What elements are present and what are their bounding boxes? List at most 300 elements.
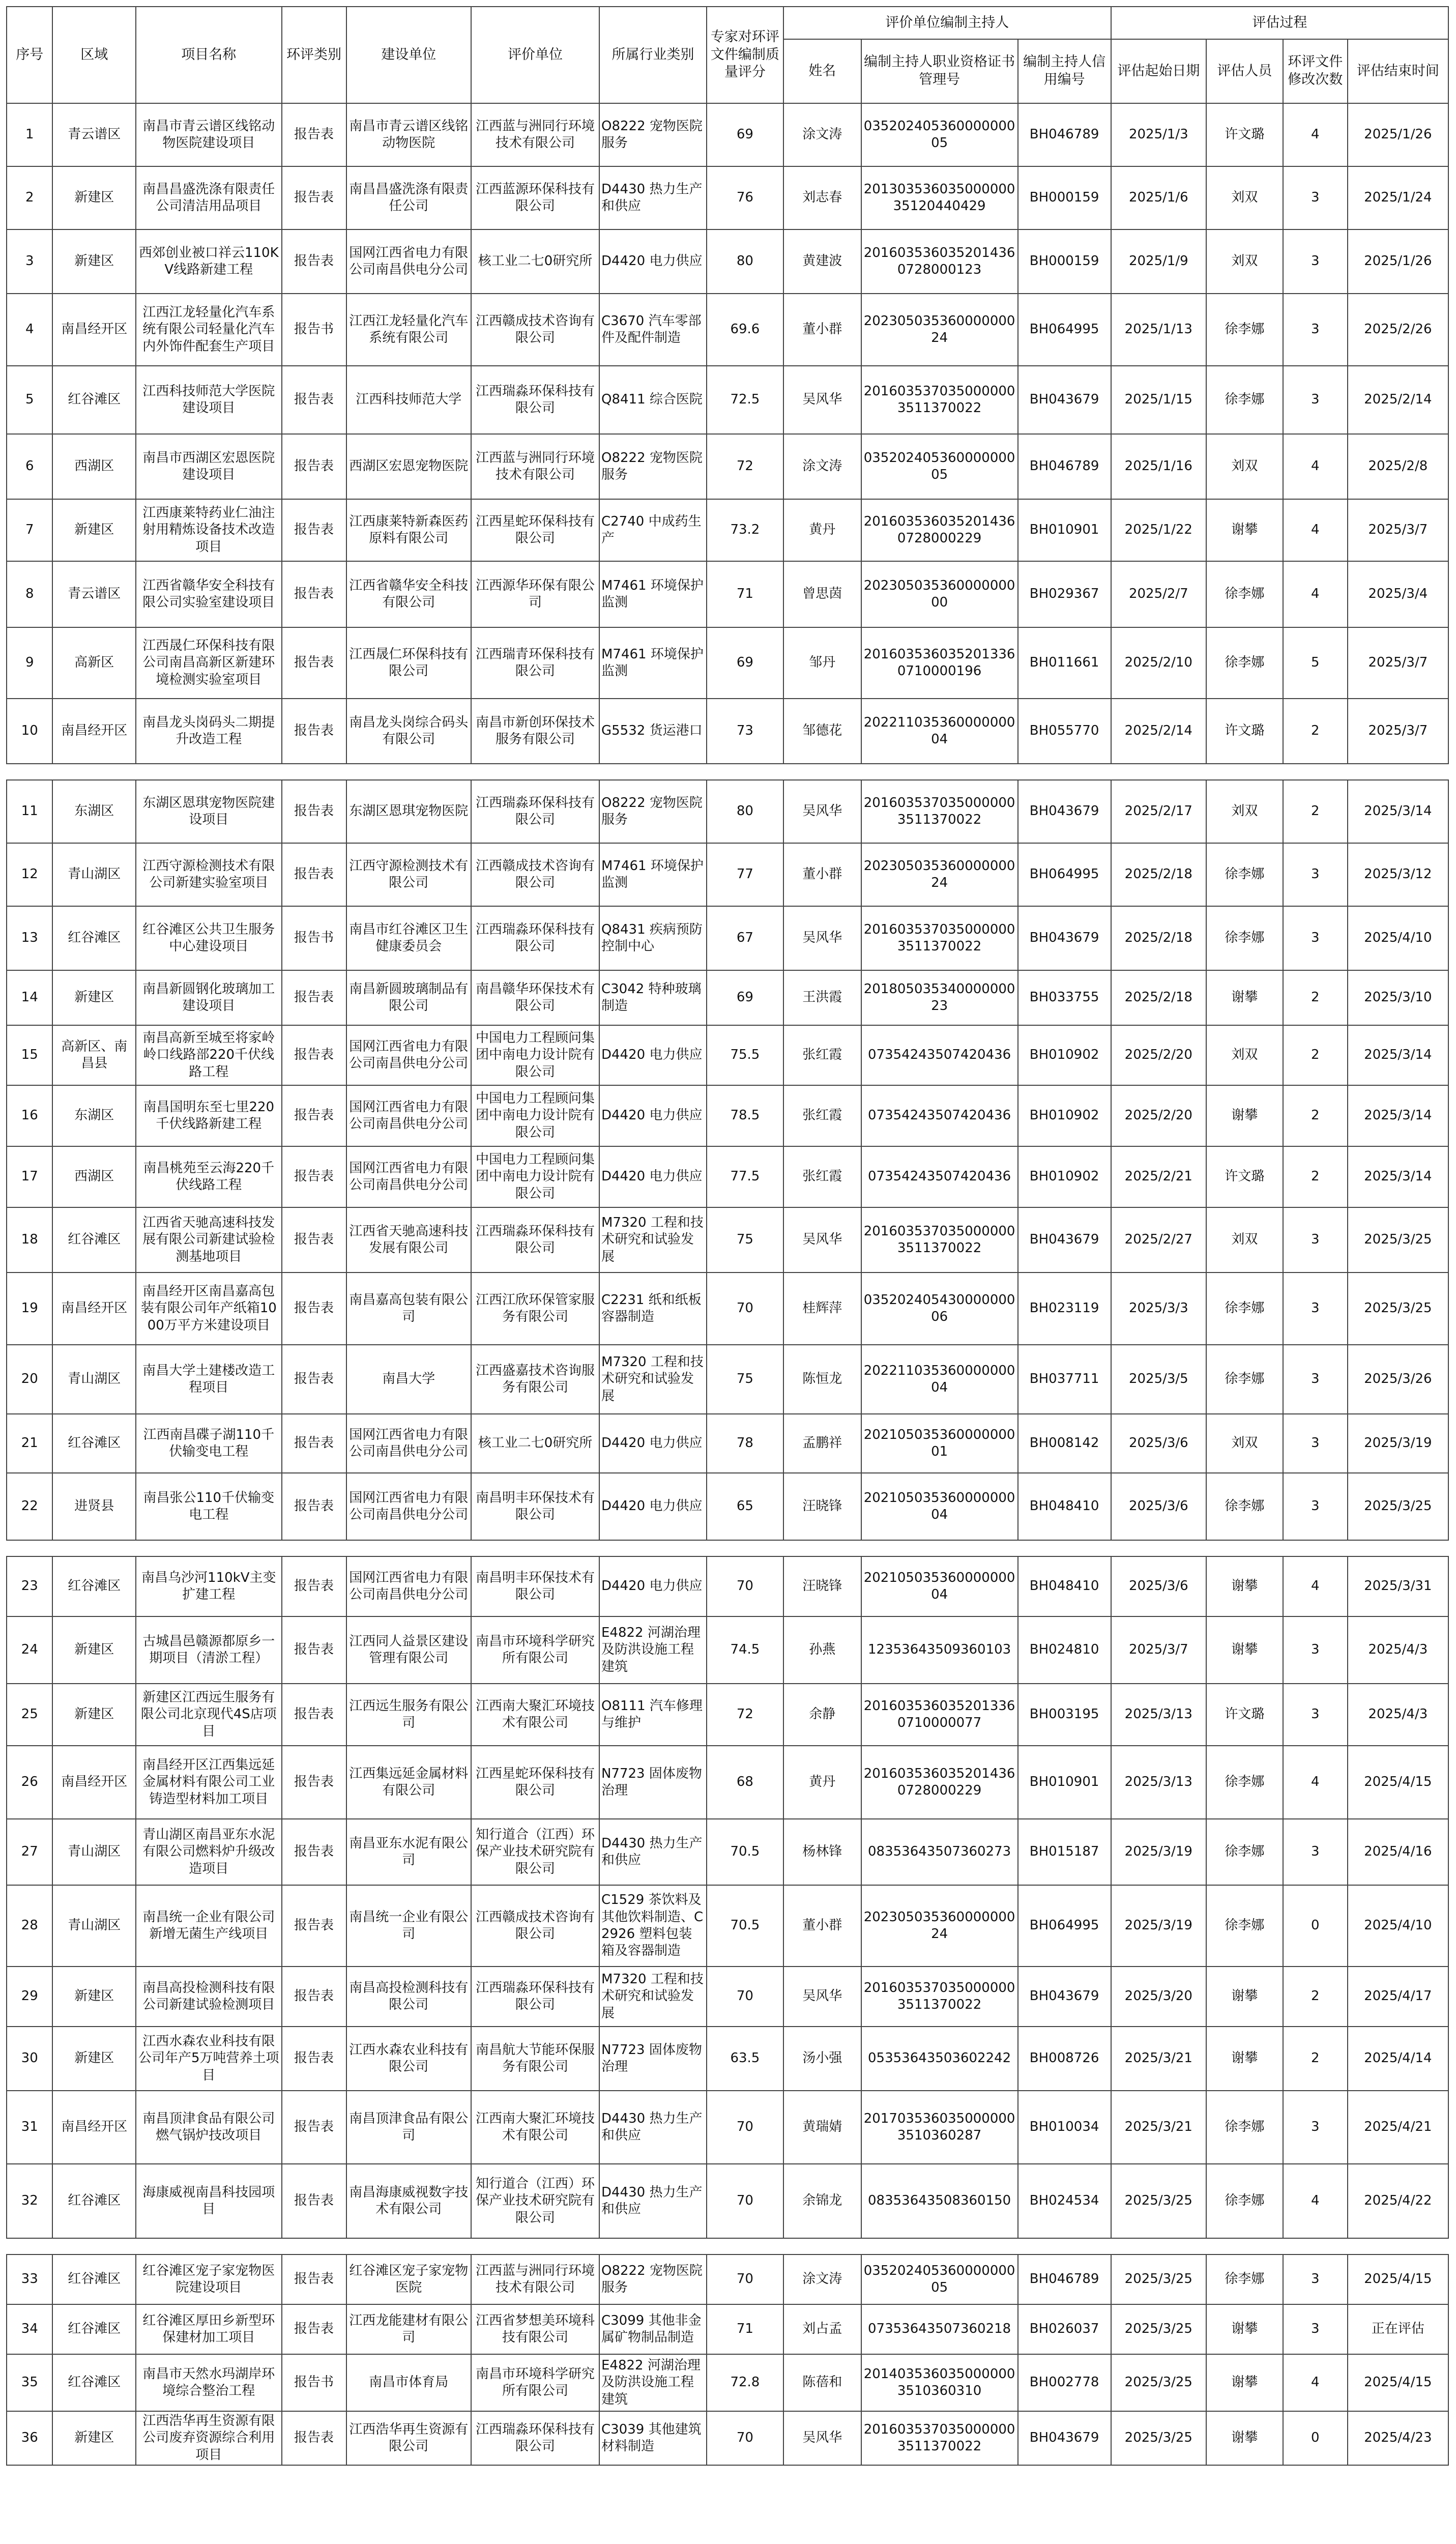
cell-project: 红谷滩区公共卫生服务中心建设项目: [136, 906, 281, 970]
cell-assessor: 徐李娜: [1206, 1273, 1283, 1345]
header-end-date: 评估结束时间: [1348, 39, 1448, 103]
cell-host-name: 张红霞: [783, 1025, 861, 1085]
table-row: [7, 2091, 1448, 2164]
cell-host-name: 刘占孟: [783, 2304, 861, 2354]
cell-region: 进贤县: [52, 1473, 136, 1540]
cell-category: 报告表: [282, 1025, 346, 1085]
cell-start-date: 2025/3/21: [1111, 2027, 1206, 2091]
cell-host-name: 涂文涛: [783, 2254, 861, 2304]
cell-end-date: 2025/4/15: [1348, 2254, 1448, 2304]
cell-project: 南昌市西湖区宏恩医院建设项目: [136, 434, 281, 499]
table-row: [7, 1273, 1448, 1345]
cell-end-date: 2025/4/22: [1348, 2164, 1448, 2238]
cell-host-name: 刘志春: [783, 166, 861, 229]
table-row: [7, 294, 1448, 366]
cell-category: 报告表: [282, 229, 346, 294]
cell-industry: O8222 宠物医院服务: [599, 2254, 707, 2304]
cell-seq: 19: [7, 1273, 52, 1345]
cell-revisions: 4: [1283, 499, 1348, 561]
cell-host-name: 黄丹: [783, 1746, 861, 1819]
cell-industry: D4420 电力供应: [599, 1473, 707, 1540]
cell-assessor: 徐李娜: [1206, 294, 1283, 366]
cell-seq: 23: [7, 1556, 52, 1616]
cell-evaluator: 江西源华环保有限公司: [471, 561, 599, 627]
cell-industry: C3670 汽车零部件及配件制造: [599, 294, 707, 366]
cell-host-cert: 2016035370350000003511370022: [861, 780, 1018, 843]
cell-seq: 26: [7, 1746, 52, 1819]
cell-project: 南昌统一企业有限公司新增无菌生产线项目: [136, 1885, 281, 1967]
cell-host-credit: BH046789: [1018, 103, 1111, 166]
cell-seq: 7: [7, 499, 52, 561]
page-break-cell: [7, 1540, 1448, 1556]
cell-region: 新建区: [52, 1616, 136, 1684]
cell-host-name: 孙燕: [783, 1616, 861, 1684]
cell-host-credit: BH048410: [1018, 1473, 1111, 1540]
cell-assessor: 许文璐: [1206, 1146, 1283, 1207]
cell-category: 报告表: [282, 1967, 346, 2027]
cell-host-credit: BH024534: [1018, 2164, 1111, 2238]
cell-assessor: 刘双: [1206, 1207, 1283, 1273]
cell-category: 报告表: [282, 1414, 346, 1473]
cell-category: 报告表: [282, 366, 346, 434]
cell-end-date: 2025/3/10: [1348, 970, 1448, 1025]
cell-evaluator: 江西瑞淼环保科技有限公司: [471, 2411, 599, 2465]
cell-region: 南昌经开区: [52, 1273, 136, 1345]
cell-builder: 南昌市体育局: [346, 2354, 471, 2411]
cell-seq: 34: [7, 2304, 52, 2354]
cell-start-date: 2025/1/3: [1111, 103, 1206, 166]
table-row: [7, 2027, 1448, 2091]
cell-host-cert: 07353643507360218: [861, 2304, 1018, 2354]
table-row: [7, 699, 1448, 764]
cell-seq: 5: [7, 366, 52, 434]
cell-host-cert: 2016035360352014360728000229: [861, 1746, 1018, 1819]
cell-host-credit: BH000159: [1018, 166, 1111, 229]
cell-revisions: 2: [1283, 780, 1348, 843]
cell-industry: D4430 热力生产和供应: [599, 166, 707, 229]
cell-assessor: 谢攀: [1206, 1085, 1283, 1146]
cell-category: 报告表: [282, 699, 346, 764]
cell-revisions: 3: [1283, 366, 1348, 434]
cell-region: 红谷滩区: [52, 366, 136, 434]
cell-start-date: 2025/3/21: [1111, 2091, 1206, 2164]
cell-builder: 江西同人益景区建设管理有限公司: [346, 1616, 471, 1684]
cell-revisions: 4: [1283, 1746, 1348, 1819]
cell-score: 72: [707, 434, 783, 499]
cell-score: 69: [707, 627, 783, 699]
cell-evaluator: 核工业二七0研究所: [471, 1414, 599, 1473]
cell-category: 报告表: [282, 2027, 346, 2091]
cell-score: 70: [707, 1556, 783, 1616]
cell-start-date: 2025/3/7: [1111, 1616, 1206, 1684]
header-revisions: 环评文件修改次数: [1283, 39, 1348, 103]
cell-end-date: 2025/4/15: [1348, 2354, 1448, 2411]
cell-evaluator: 江西星蛇环保科技有限公司: [471, 499, 599, 561]
cell-start-date: 2025/2/18: [1111, 843, 1206, 906]
cell-region: 新建区: [52, 2027, 136, 2091]
cell-host-credit: BH064995: [1018, 843, 1111, 906]
cell-host-cert: 12353643509360103: [861, 1616, 1018, 1684]
cell-revisions: 4: [1283, 2164, 1348, 2238]
cell-seq: 14: [7, 970, 52, 1025]
cell-project: 南昌经开区江西集远延金属材料有限公司工业铸造型材料加工项目: [136, 1746, 281, 1819]
cell-host-credit: BH043679: [1018, 906, 1111, 970]
cell-category: 报告书: [282, 906, 346, 970]
cell-assessor: 刘双: [1206, 1025, 1283, 1085]
cell-evaluator: 中国电力工程顾问集团中南电力设计院有限公司: [471, 1146, 599, 1207]
cell-project: 青山湖区南昌亚东水泥有限公司燃料炉升级改造项目: [136, 1819, 281, 1885]
cell-evaluator: 江西蓝与洲同行环境技术有限公司: [471, 434, 599, 499]
cell-host-credit: BH029367: [1018, 561, 1111, 627]
table-row: [7, 1085, 1448, 1146]
cell-revisions: 3: [1283, 229, 1348, 294]
cell-host-cert: 03520240536000000005: [861, 434, 1018, 499]
cell-revisions: 2: [1283, 2027, 1348, 2091]
cell-revisions: 3: [1283, 2304, 1348, 2354]
cell-host-cert: 2016035370350000003511370022: [861, 1207, 1018, 1273]
cell-evaluator: 核工业二七0研究所: [471, 229, 599, 294]
cell-builder: 江西晟仁环保科技有限公司: [346, 627, 471, 699]
table-row: [7, 1616, 1448, 1684]
cell-seq: 30: [7, 2027, 52, 2091]
cell-host-cert: 20230503536000000000: [861, 561, 1018, 627]
evaluation-table: [6, 6, 1449, 2466]
cell-seq: 9: [7, 627, 52, 699]
cell-category: 报告表: [282, 1746, 346, 1819]
cell-evaluator: 江西盛嘉技术咨询服务有限公司: [471, 1345, 599, 1414]
cell-score: 74.5: [707, 1616, 783, 1684]
cell-host-name: 董小群: [783, 843, 861, 906]
cell-assessor: 许文璐: [1206, 699, 1283, 764]
cell-host-name: 余静: [783, 1684, 861, 1746]
cell-evaluator: 南昌明丰环保技术有限公司: [471, 1556, 599, 1616]
cell-host-name: 邹德花: [783, 699, 861, 764]
cell-host-credit: BH010034: [1018, 2091, 1111, 2164]
cell-host-credit: BH046789: [1018, 2254, 1111, 2304]
table-row: [7, 780, 1448, 843]
cell-score: 75.5: [707, 1025, 783, 1085]
cell-region: 红谷滩区: [52, 2164, 136, 2238]
cell-end-date: 2025/3/31: [1348, 1556, 1448, 1616]
cell-host-name: 桂辉萍: [783, 1273, 861, 1345]
cell-score: 75: [707, 1345, 783, 1414]
cell-assessor: 谢攀: [1206, 970, 1283, 1025]
cell-builder: 国网江西省电力有限公司南昌供电分公司: [346, 1473, 471, 1540]
cell-industry: D4430 热力生产和供应: [599, 2164, 707, 2238]
cell-revisions: 2: [1283, 1146, 1348, 1207]
cell-region: 南昌经开区: [52, 699, 136, 764]
cell-score: 63.5: [707, 2027, 783, 2091]
cell-seq: 27: [7, 1819, 52, 1885]
page-break-cell: [7, 2238, 1448, 2254]
cell-start-date: 2025/3/25: [1111, 2354, 1206, 2411]
header-process-group: 评估过程: [1111, 7, 1448, 39]
cell-builder: 国网江西省电力有限公司南昌供电分公司: [346, 1025, 471, 1085]
header-assessor: 评估人员: [1206, 39, 1283, 103]
cell-builder: 江西守源检测技术有限公司: [346, 843, 471, 906]
cell-host-cert: 20210503536000000004: [861, 1473, 1018, 1540]
cell-end-date: 2025/3/25: [1348, 1473, 1448, 1540]
table-row: [7, 499, 1448, 561]
cell-host-credit: BH026037: [1018, 2304, 1111, 2354]
cell-industry: E4822 河湖治理及防洪设施工程建筑: [599, 2354, 707, 2411]
cell-region: 新建区: [52, 229, 136, 294]
table-row: [7, 1819, 1448, 1885]
cell-start-date: 2025/2/14: [1111, 699, 1206, 764]
cell-end-date: 2025/3/14: [1348, 1025, 1448, 1085]
cell-assessor: 刘双: [1206, 1414, 1283, 1473]
cell-end-date: 2025/2/26: [1348, 294, 1448, 366]
cell-assessor: 徐李娜: [1206, 1885, 1283, 1967]
cell-seq: 21: [7, 1414, 52, 1473]
cell-evaluator: 南昌市环境科学研究所有限公司: [471, 2354, 599, 2411]
cell-project: 南昌新圆钢化玻璃加工建设项目: [136, 970, 281, 1025]
cell-end-date: 2025/3/12: [1348, 843, 1448, 906]
header-host-credit: 编制主持人信用编号: [1018, 39, 1111, 103]
cell-project: 江西水森农业科技有限公司年产5万吨营养土项目: [136, 2027, 281, 2091]
cell-start-date: 2025/1/22: [1111, 499, 1206, 561]
cell-project: 江西科技师范大学医院建设项目: [136, 366, 281, 434]
cell-revisions: 3: [1283, 166, 1348, 229]
cell-builder: 江西水森农业科技有限公司: [346, 2027, 471, 2091]
cell-host-cert: 20180503534000000023: [861, 970, 1018, 1025]
cell-start-date: 2025/3/25: [1111, 2411, 1206, 2465]
cell-industry: E4822 河湖治理及防洪设施工程建筑: [599, 1616, 707, 1684]
cell-project: 南昌龙头岗码头二期提升改造工程: [136, 699, 281, 764]
cell-category: 报告表: [282, 1473, 346, 1540]
cell-category: 报告表: [282, 1885, 346, 1967]
cell-seq: 35: [7, 2354, 52, 2411]
cell-seq: 8: [7, 561, 52, 627]
cell-category: 报告表: [282, 970, 346, 1025]
cell-industry: D4420 电力供应: [599, 1085, 707, 1146]
cell-host-name: 汪晓锋: [783, 1473, 861, 1540]
cell-evaluator: 知行道合（江西）环保产业技术研究院有限公司: [471, 1819, 599, 1885]
cell-host-name: 余锦龙: [783, 2164, 861, 2238]
header-category: 环评类别: [282, 7, 346, 103]
cell-evaluator: 江西蓝源环保科技有限公司: [471, 166, 599, 229]
header-seq: 序号: [7, 7, 52, 103]
cell-builder: 国网江西省电力有限公司南昌供电分公司: [346, 1414, 471, 1473]
cell-host-name: 邹丹: [783, 627, 861, 699]
cell-industry: M7320 工程和技术研究和试验发展: [599, 1345, 707, 1414]
table-row: [7, 1146, 1448, 1207]
cell-revisions: 3: [1283, 843, 1348, 906]
header-host-name: 姓名: [783, 39, 861, 103]
cell-assessor: 谢攀: [1206, 2411, 1283, 2465]
cell-seq: 20: [7, 1345, 52, 1414]
cell-evaluator: 知行道合（江西）环保产业技术研究院有限公司: [471, 2164, 599, 2238]
cell-category: 报告表: [282, 2164, 346, 2238]
cell-evaluator: 江西瑞淼环保科技有限公司: [471, 1967, 599, 2027]
cell-host-name: 汤小强: [783, 2027, 861, 2091]
cell-builder: 东湖区恩琪宠物医院: [346, 780, 471, 843]
cell-host-credit: BH055770: [1018, 699, 1111, 764]
cell-assessor: 谢攀: [1206, 2354, 1283, 2411]
cell-builder: 江西省赣华安全科技有限公司: [346, 561, 471, 627]
cell-region: 青山湖区: [52, 1819, 136, 1885]
table-row: [7, 434, 1448, 499]
table-row: [7, 1345, 1448, 1414]
cell-score: 80: [707, 780, 783, 843]
cell-builder: 国网江西省电力有限公司南昌供电分公司: [346, 1085, 471, 1146]
cell-category: 报告表: [282, 1345, 346, 1414]
cell-assessor: 谢攀: [1206, 1967, 1283, 2027]
cell-evaluator: 江西瑞淼环保科技有限公司: [471, 366, 599, 434]
table-row: [7, 2304, 1448, 2354]
cell-end-date: 2025/3/26: [1348, 1345, 1448, 1414]
cell-score: 80: [707, 229, 783, 294]
cell-builder: 红谷滩区宠子家宠物医院: [346, 2254, 471, 2304]
cell-evaluator: 江西赣成技术咨询有限公司: [471, 843, 599, 906]
cell-region: 青山湖区: [52, 1885, 136, 1967]
cell-project: 南昌市青云谱区线铭动物医院建设项目: [136, 103, 281, 166]
cell-project: 南昌大学土建楼改造工程项目: [136, 1345, 281, 1414]
cell-industry: O8222 宠物医院服务: [599, 434, 707, 499]
header-region: 区域: [52, 7, 136, 103]
cell-host-name: 涂文涛: [783, 434, 861, 499]
cell-end-date: 2025/4/23: [1348, 2411, 1448, 2465]
cell-industry: D4430 热力生产和供应: [599, 2091, 707, 2164]
cell-end-date: 2025/3/7: [1348, 699, 1448, 764]
cell-start-date: 2025/3/3: [1111, 1273, 1206, 1345]
cell-builder: 南昌昌盛洗涤有限责任公司: [346, 166, 471, 229]
cell-start-date: 2025/2/20: [1111, 1085, 1206, 1146]
cell-region: 青云谱区: [52, 103, 136, 166]
cell-end-date: 2025/2/8: [1348, 434, 1448, 499]
cell-score: 69: [707, 103, 783, 166]
cell-host-credit: BH002778: [1018, 2354, 1111, 2411]
table-row: [7, 2254, 1448, 2304]
cell-host-cert: 07354243507420436: [861, 1085, 1018, 1146]
cell-host-credit: BH046789: [1018, 434, 1111, 499]
cell-score: 65: [707, 1473, 783, 1540]
cell-revisions: 4: [1283, 103, 1348, 166]
cell-industry: M7461 环境保护监测: [599, 627, 707, 699]
cell-evaluator: 江西南大聚汇环境技术有限公司: [471, 2091, 599, 2164]
cell-assessor: 徐李娜: [1206, 2254, 1283, 2304]
cell-category: 报告表: [282, 1207, 346, 1273]
cell-industry: D4430 热力生产和供应: [599, 1819, 707, 1885]
cell-end-date: 2025/4/3: [1348, 1684, 1448, 1746]
cell-host-cert: 07354243507420436: [861, 1025, 1018, 1085]
cell-project: 南昌昌盛洗涤有限责任公司清洁用品项目: [136, 166, 281, 229]
cell-host-credit: BH000159: [1018, 229, 1111, 294]
header-start-date: 评估起始日期: [1111, 39, 1206, 103]
cell-assessor: 徐李娜: [1206, 906, 1283, 970]
cell-seq: 28: [7, 1885, 52, 1967]
cell-seq: 36: [7, 2411, 52, 2465]
cell-industry: M7320 工程和技术研究和试验发展: [599, 1967, 707, 2027]
cell-score: 73.2: [707, 499, 783, 561]
cell-project: 江西康莱特药业仁油注射用精炼设备技术改造项目: [136, 499, 281, 561]
cell-builder: 南昌市青云谱区线铭动物医院: [346, 103, 471, 166]
cell-builder: 南昌高投检测科技有限公司: [346, 1967, 471, 2027]
cell-evaluator: 南昌明丰环保技术有限公司: [471, 1473, 599, 1540]
cell-host-name: 黄丹: [783, 499, 861, 561]
cell-host-credit: BH043679: [1018, 1207, 1111, 1273]
cell-builder: 江西浩华再生资源有限公司: [346, 2411, 471, 2465]
table-row: [7, 2411, 1448, 2465]
cell-host-cert: 20221103536000000004: [861, 1345, 1018, 1414]
cell-start-date: 2025/2/18: [1111, 970, 1206, 1025]
cell-score: 78: [707, 1414, 783, 1473]
cell-host-credit: BH043679: [1018, 1967, 1111, 2027]
evaluation-sheet: [6, 6, 1449, 2466]
cell-host-cert: 20230503536000000024: [861, 843, 1018, 906]
cell-start-date: 2025/1/15: [1111, 366, 1206, 434]
cell-region: 红谷滩区: [52, 2354, 136, 2411]
cell-host-credit: BH043679: [1018, 2411, 1111, 2465]
table-row: [7, 561, 1448, 627]
cell-revisions: 2: [1283, 970, 1348, 1025]
cell-host-cert: 08353643508360150: [861, 2164, 1018, 2238]
cell-score: 77.5: [707, 1146, 783, 1207]
cell-assessor: 刘双: [1206, 166, 1283, 229]
cell-host-credit: BH043679: [1018, 780, 1111, 843]
cell-assessor: 徐李娜: [1206, 1819, 1283, 1885]
cell-score: 69.6: [707, 294, 783, 366]
cell-category: 报告表: [282, 2304, 346, 2354]
page-break-spacer: [7, 1540, 1448, 1556]
cell-builder: 江西江龙轻量化汽车系统有限公司: [346, 294, 471, 366]
cell-end-date: 2025/3/25: [1348, 1207, 1448, 1273]
cell-assessor: 谢攀: [1206, 499, 1283, 561]
cell-revisions: 0: [1283, 2411, 1348, 2465]
table-row: [7, 166, 1448, 229]
cell-industry: D4420 电力供应: [599, 1556, 707, 1616]
cell-builder: 江西集远延金属材料有限公司: [346, 1746, 471, 1819]
cell-host-cert: 2016035360352013360710000077: [861, 1684, 1018, 1746]
cell-evaluator: 中国电力工程顾问集团中南电力设计院有限公司: [471, 1025, 599, 1085]
table-body: [7, 103, 1448, 2465]
cell-end-date: 2025/1/24: [1348, 166, 1448, 229]
cell-seq: 17: [7, 1146, 52, 1207]
cell-builder: 南昌亚东水泥有限公司: [346, 1819, 471, 1885]
cell-category: 报告表: [282, 1085, 346, 1146]
cell-end-date: 2025/4/3: [1348, 1616, 1448, 1684]
cell-seq: 6: [7, 434, 52, 499]
cell-host-name: 吴风华: [783, 1967, 861, 2027]
cell-revisions: 4: [1283, 561, 1348, 627]
cell-score: 77: [707, 843, 783, 906]
cell-industry: Q8431 疾病预防控制中心: [599, 906, 707, 970]
cell-host-cert: 20230503536000000024: [861, 1885, 1018, 1967]
cell-score: 70: [707, 2411, 783, 2465]
cell-category: 报告表: [282, 1556, 346, 1616]
cell-seq: 2: [7, 166, 52, 229]
cell-host-name: 陈恒龙: [783, 1345, 861, 1414]
cell-end-date: 2025/3/7: [1348, 499, 1448, 561]
cell-revisions: 3: [1283, 1414, 1348, 1473]
cell-score: 78.5: [707, 1085, 783, 1146]
cell-start-date: 2025/2/21: [1111, 1146, 1206, 1207]
table-row: [7, 2354, 1448, 2411]
cell-category: 报告表: [282, 627, 346, 699]
cell-host-name: 董小群: [783, 294, 861, 366]
cell-assessor: 谢攀: [1206, 1616, 1283, 1684]
table-row: [7, 906, 1448, 970]
cell-start-date: 2025/3/13: [1111, 1746, 1206, 1819]
cell-evaluator: 江西瑞淼环保科技有限公司: [471, 906, 599, 970]
cell-host-cert: 20221103536000000004: [861, 699, 1018, 764]
cell-seq: 15: [7, 1025, 52, 1085]
table-row: [7, 1746, 1448, 1819]
cell-host-cert: 2016035360352014360728000123: [861, 229, 1018, 294]
cell-host-name: 曾思茵: [783, 561, 861, 627]
cell-seq: 4: [7, 294, 52, 366]
cell-host-credit: BH064995: [1018, 294, 1111, 366]
